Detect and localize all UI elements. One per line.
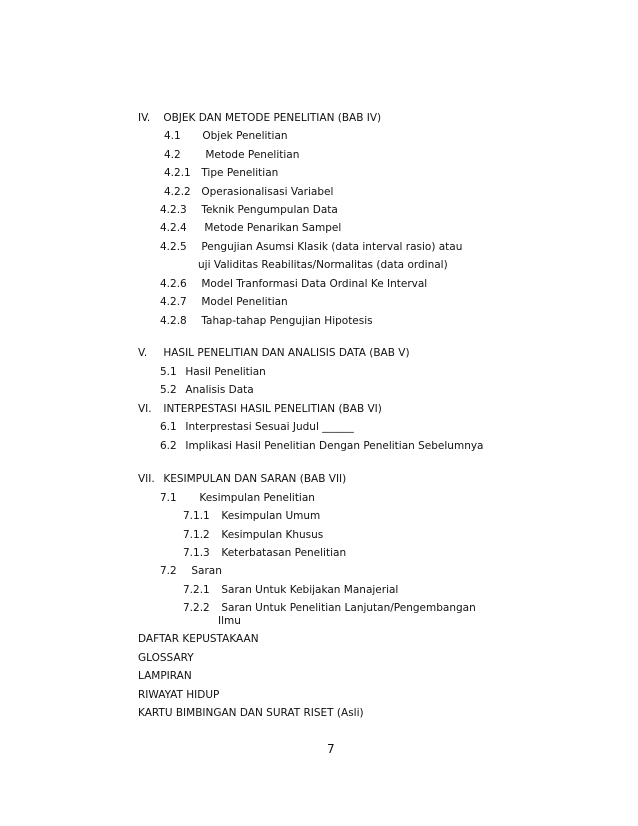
entry-title: Tahap-tahap Pengujian Hipotesis [201, 315, 373, 327]
toc-entry [160, 204, 338, 217]
toc-entry [160, 241, 462, 254]
entry-number: 6.1 [160, 421, 177, 433]
entry-title: Interprestasi Sesuai Judul ______ [185, 421, 354, 433]
entry-number: 4.2.3 [160, 204, 187, 216]
toc-entry [183, 602, 476, 615]
back-matter-item: KARTU BIMBINGAN DAN SURAT RISET (Asli) [138, 707, 364, 719]
toc-entry [160, 492, 315, 505]
section-number: VII. [138, 473, 155, 485]
entry-number: 4.2.6 [160, 278, 187, 290]
section-heading [138, 112, 381, 125]
entry-number: 7.1.2 [183, 529, 210, 541]
toc-entry [183, 584, 398, 597]
toc-entry [160, 565, 222, 578]
entry-number: 7.2.2 [183, 602, 210, 614]
back-matter-item: LAMPIRAN [138, 670, 192, 682]
entry-number: 7.2.1 [183, 584, 210, 596]
entry-title: Pengujian Asumsi Klasik (data interval rasio) atau [201, 241, 463, 253]
back-matter-item: RIWAYAT HIDUP [138, 689, 220, 701]
toc-entry [160, 278, 427, 291]
section-heading [138, 403, 382, 416]
entry-number: 7.2 [160, 565, 177, 577]
section-heading [138, 347, 410, 360]
toc-entry-continuation: Ilmu [218, 615, 241, 627]
entry-title: Analisis Data [185, 384, 254, 396]
entry-number: 4.2.2 [164, 186, 191, 198]
entry-title: Keterbatasan Penelitian [221, 547, 347, 559]
entry-number: 5.2 [160, 384, 177, 396]
toc-entry [160, 366, 266, 379]
entry-number: 7.1.1 [183, 510, 210, 522]
entry-title: Kesimpulan Umum [221, 510, 321, 522]
entry-number: 4.2.7 [160, 296, 187, 308]
entry-title: Model Penelitian [201, 296, 288, 308]
entry-title: Implikasi Hasil Penelitian Dengan Penelitian Sebelumnya [185, 440, 484, 452]
toc-entry [160, 315, 373, 328]
entry-title: Metode Penelitian [205, 149, 300, 161]
entry-title: Saran [191, 565, 222, 577]
entry-title: Hasil Penelitian [185, 366, 266, 378]
entry-number: 4.2.4 [160, 222, 187, 234]
toc-entry [160, 421, 354, 434]
toc-entry [160, 296, 288, 309]
toc-entry-continuation: uji Validitas Reabilitas/Normalitas (data ordinal) [198, 259, 448, 271]
entry-number: 4.2.5 [160, 241, 187, 253]
toc-entry [183, 529, 323, 542]
entry-number: 5.1 [160, 366, 177, 378]
toc-entry [164, 149, 299, 162]
toc-entry [164, 167, 278, 180]
toc-entry [164, 130, 288, 143]
section-number: VI. [138, 403, 152, 415]
entry-title: Model Tranformasi Data Ordinal Ke Interval [201, 278, 428, 290]
entry-title: Saran Untuk Penelitian Lanjutan/Pengembangan [221, 602, 476, 614]
toc-entry [164, 186, 333, 199]
toc-entry [160, 440, 484, 453]
page-number: 7 [327, 742, 335, 756]
toc-entry [160, 384, 254, 397]
back-matter-item: GLOSSARY [138, 652, 194, 664]
back-matter-item: DAFTAR KEPUSTAKAAN [138, 633, 259, 645]
section-heading [138, 473, 346, 486]
entry-title: Objek Penelitian [202, 130, 288, 142]
section-title: OBJEK DAN METODE PENELITIAN (BAB IV) [163, 112, 382, 124]
entry-title: Metode Penarikan Sampel [204, 222, 342, 234]
entry-number: 4.1 [164, 130, 181, 142]
entry-number: 4.2 [164, 149, 181, 161]
toc-entry [183, 547, 346, 560]
section-number: IV. [138, 112, 151, 124]
entry-number: 7.1 [160, 492, 177, 504]
entry-number: 7.1.3 [183, 547, 210, 559]
section-number: V. [138, 347, 148, 359]
entry-number: 6.2 [160, 440, 177, 452]
toc-entry [160, 222, 341, 235]
entry-title: Tipe Penelitian [201, 167, 279, 179]
section-title: KESIMPULAN DAN SARAN (BAB VII) [163, 473, 347, 485]
entry-title: Operasionalisasi Variabel [201, 186, 334, 198]
entry-title: Kesimpulan Penelitian [199, 492, 315, 504]
entry-title: Kesimpulan Khusus [221, 529, 324, 541]
toc-entry [183, 510, 320, 523]
section-title: HASIL PENELITIAN DAN ANALISIS DATA (BAB V) [163, 347, 410, 359]
entry-number: 4.2.8 [160, 315, 187, 327]
entry-number: 4.2.1 [164, 167, 191, 179]
section-title: INTERPESTASI HASIL PENELITIAN (BAB VI) [163, 403, 382, 415]
entry-title: Teknik Pengumpulan Data [201, 204, 338, 216]
entry-title: Saran Untuk Kebijakan Manajerial [221, 584, 399, 596]
